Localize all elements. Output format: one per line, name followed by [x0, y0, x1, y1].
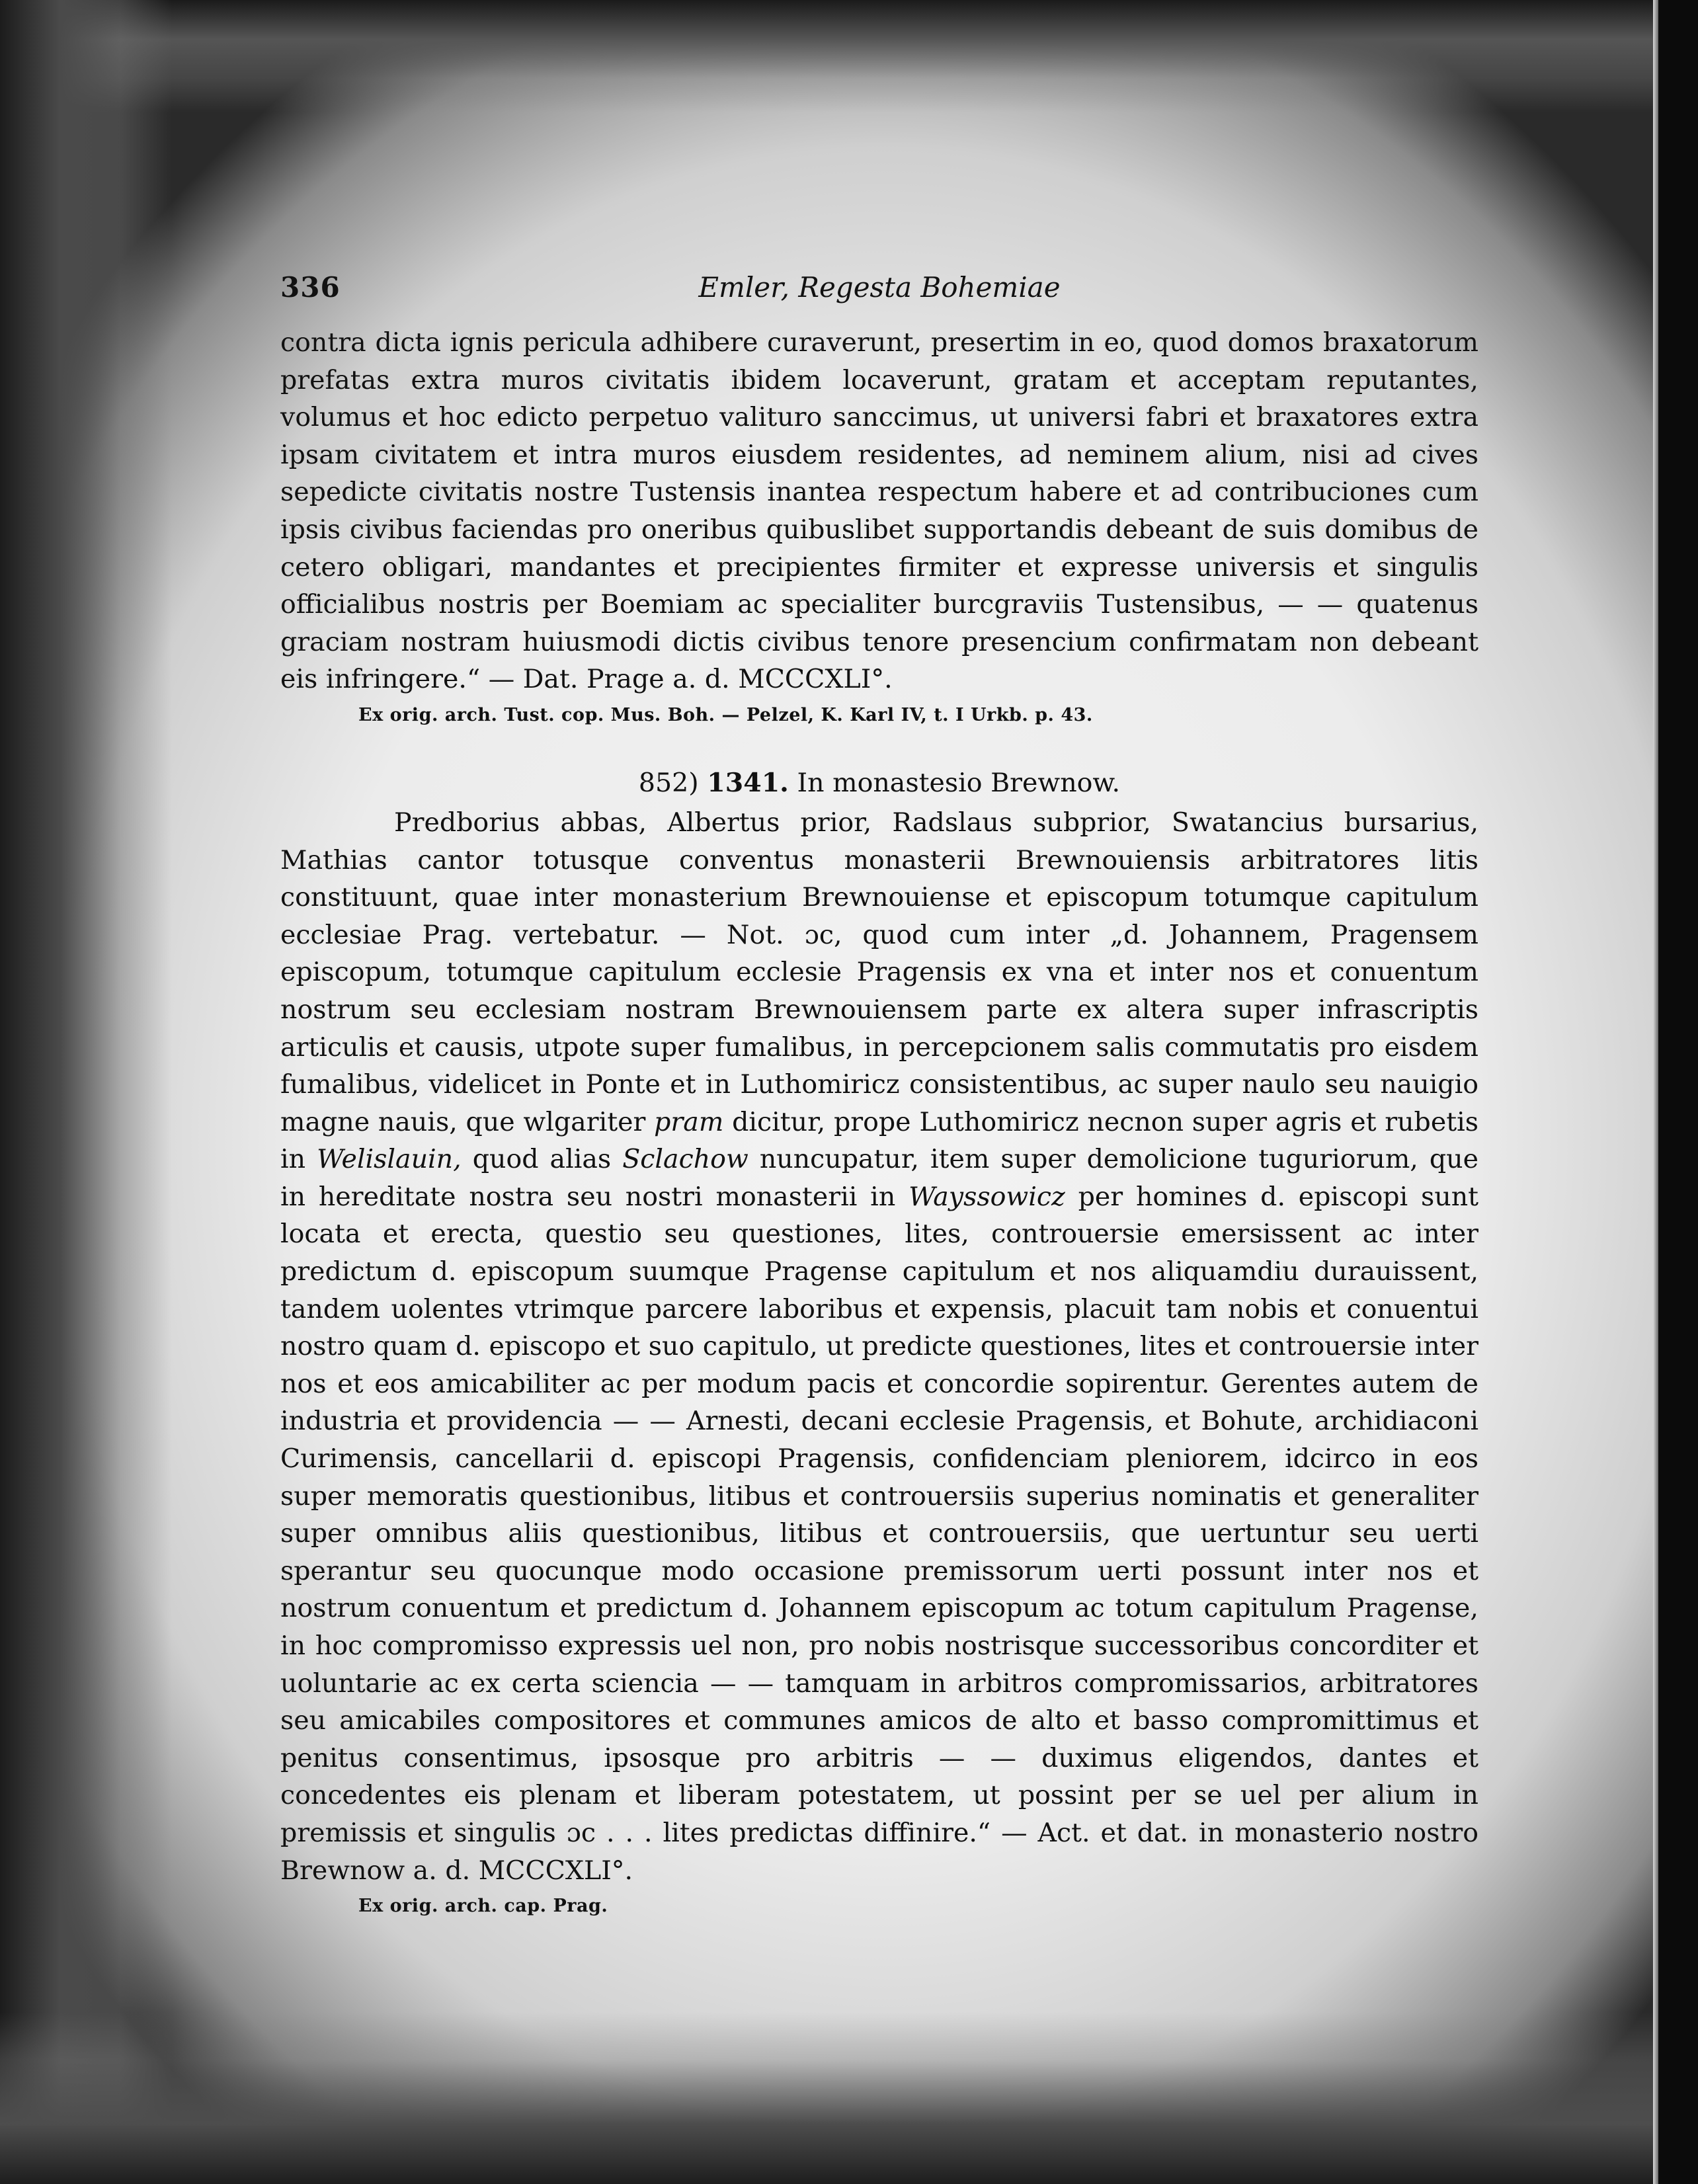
book-page: [280, 264, 1478, 1918]
entry-place: In monastesio Brewnow.: [797, 767, 1121, 798]
entry-852-text: [280, 804, 1478, 1889]
scan-right-border: [1658, 0, 1698, 2184]
scan-page-edge: [1653, 0, 1658, 2184]
scan-left-shadow: [0, 0, 172, 2184]
text-part: nuncupatur, item super demolicione tuguriorum, que in hereditate nostra seu nostri monasterii in: [280, 1144, 1479, 1212]
place-sclachow: Sclachow: [622, 1144, 748, 1175]
place-wayssowicz: Wayssowicz: [909, 1181, 1065, 1212]
page-number: 336: [280, 271, 341, 303]
scan-top-shadow: [0, 0, 1698, 112]
text-part: quod alias: [472, 1144, 612, 1175]
entry-year: 1341.: [707, 767, 789, 798]
entry-852-source: Ex orig. arch. cap. Prag.: [358, 1896, 608, 1917]
place-welislauin: Welislauin,: [317, 1144, 462, 1175]
running-title: Emler, Regesta Bohemiae: [698, 271, 1061, 303]
scan-bottom-shadow: [0, 2012, 1698, 2184]
entry-851-source: Ex orig. arch. Tust. cop. Mus. Boh. — Pelzel, K. Karl IV, t. I Urkb. p. 43.: [358, 704, 1093, 725]
term-pram: pram: [654, 1106, 724, 1137]
entry-852-heading: [280, 764, 1478, 801]
text-part: per homines d. episcopi sunt locata et erecta, questio seu questiones, lites, controuersie emersissent ac inter predictum d. episcopum suumque Pragense capitulum et nos aliquamdiu durauissent, tandem uolentes vtrimque parcere laboribus et expensis, placuit tam nobis et conuentui nostro quam d. episcopo et suo capitulo, ut predicte questiones, lites et controuersie inter nos et eos amicabiliter ac per modum pacis et concordie sopirentur. Gerentes autem de industria et providencia — — Arnesti, decani ecclesie Pragensis, et Bohute, archidiaconi Curimensis, cancellarii d. episcopi Pragensis, confidenciam pleniorem, idcirco in eos super memoratis questionibus, litibus et controuersiis superius nominatis et generaliter super omnibus aliis questionibus, litibus et controuersiis, que uertuntur seu uerti sperantur seu quocunque modo occasione premissorum uerti possunt inter nos et nostrum conuentum et predictum d. Johannem episcopum ac totum capitulum Pragense, in hoc compromisso expressis uel non, pro nobis nostrisque successoribus concorditer et uoluntarie ac ex certa sciencia — — tamquam in arbitros compromissarios, arbitratores seu amicabiles compositores et communes amicos de alto et basso compromittimus et penitus consentimus, ipsosque pro arbitris — — duximus eligendos, dantes et concedentes eis plenam et liberam potestatem, ut possint per se uel per alium in premissis et singulis ɔc . . . lites predictas diffinire.“ — Act. et dat. in monasterio nostro Brewnow a. d. MCCCXLI°.: [280, 1181, 1479, 1886]
text-part: Predborius abbas, Albertus prior, Radslaus subprior, Swatancius bursarius, Mathias cantor totusque conventus monasterii Brewnouiensis arbitratores litis constituunt, quae inter monasterium Brewnouiense et episcopum totumque capitulum ecclesiae Prag. vertebatur. — Not. ɔc, quod cum inter „d. Johannem, Pragensem episcopum, totumque capitulum ecclesie Pragensis ex vna et inter nos et conuentum nostrum seu ecclesiam nostram Brewnouiensem parte ex altera super infrascriptis articulis et causis, utpote super fumalibus, in percepcionem salis commutatis pro eisdem fumalibus, videlicet in Ponte et in Luthomiricz consistentibus, ac super naulo seu nauigio magne nauis, que wlgariter: [280, 807, 1478, 1137]
entry-number: 852): [638, 767, 699, 798]
text-part: dicitur, prope Luthomiricz necnon super agris et rubetis in: [280, 1106, 1478, 1175]
entry-851-text: contra dicta ignis pericula adhibere curaverunt, presertim in eo, quod domos braxatorum prefatas extra muros civitatis ibidem locaverunt, gratam et acceptam reputantes, volumus et hoc edicto perpetuo valituro sanccimus, ut universi fabri et braxatores extra ipsam civitatem et intra muros eiusdem residentes, ad neminem alium, nisi ad cives sepedicte civitatis nostre Tustensis inantea respectum habere et ad contribuciones cum ipsis civibus faciendas pro oneribus quibuslibet supportandis debeant de suis domibus de cetero obligari, mandantes et precipientes firmiter et expresse universis et singulis officialibus nostris per Boemiam ac specialiter burcgraviis Tustensibus, — — quatenus graciam nostram huiusmodi dictis civibus tenore presencium confirmatam non debeant eis infringere.“ — Dat. Prage a. d. MCCCXLI°.: [280, 327, 1478, 695]
running-head: [280, 264, 1478, 304]
